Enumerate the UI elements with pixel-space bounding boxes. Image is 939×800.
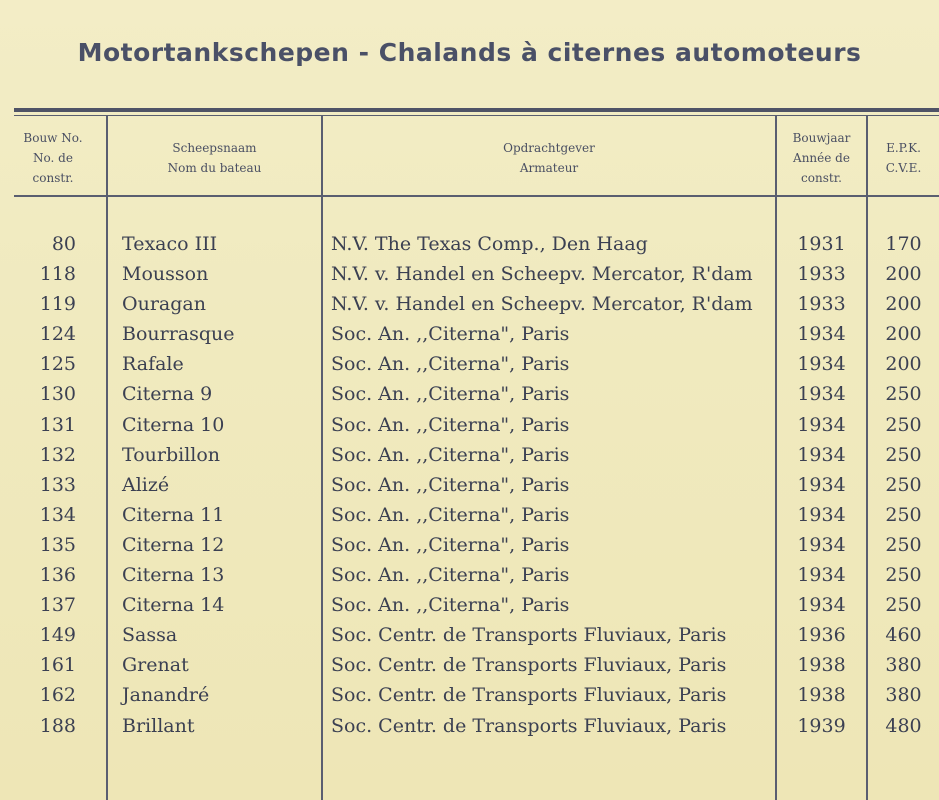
table-row <box>0 289 939 319</box>
build-year-cell: 1934 <box>797 443 846 466</box>
ship-name-cell: Citerna 12 <box>122 533 225 556</box>
build-number-cell: 80 <box>51 233 76 255</box>
build-year-cell: 1938 <box>797 684 846 707</box>
table-row <box>0 590 939 620</box>
table-row <box>0 470 939 500</box>
horsepower-cell: 250 <box>885 503 922 526</box>
table-row <box>0 500 939 530</box>
horsepower-cell: 200 <box>885 293 922 316</box>
header-line: C.V.E. <box>885 161 922 175</box>
owner-cell: Soc. Centr. de Transports Fluviaux, Paris <box>331 654 727 677</box>
header-owner <box>323 138 775 178</box>
header-line: No. de <box>33 151 73 165</box>
ship-name-cell: Bourrasque <box>122 323 235 346</box>
build-year-cell: 1938 <box>797 654 846 677</box>
build-number-cell: 131 <box>39 413 76 436</box>
table-body <box>0 229 939 741</box>
top-rule-thin <box>14 115 939 116</box>
build-number-cell: 137 <box>39 594 76 617</box>
horsepower-cell: 250 <box>885 383 922 406</box>
ship-name-cell: Citerna 9 <box>122 383 213 406</box>
owner-cell: Soc. An. ,,Citerna", Paris <box>331 533 570 556</box>
build-year-cell: 1934 <box>797 533 846 556</box>
table-row <box>0 319 939 349</box>
ship-name-cell: Janandré <box>122 684 210 707</box>
build-number-cell: 134 <box>39 503 76 526</box>
table-row <box>0 349 939 379</box>
horsepower-cell: 200 <box>885 263 922 286</box>
horsepower-cell: 200 <box>885 323 922 346</box>
header-line: constr. <box>801 171 842 185</box>
build-number-cell: 135 <box>39 533 76 556</box>
build-year-cell: 1934 <box>797 594 846 617</box>
build-year-cell: 1933 <box>797 263 846 286</box>
owner-cell: Soc. An. ,,Citerna", Paris <box>331 323 570 346</box>
build-number-cell: 149 <box>39 624 76 647</box>
ship-name-cell: Brillant <box>122 714 195 737</box>
horsepower-cell: 250 <box>885 443 922 466</box>
ship-name-cell: Ouragan <box>122 293 206 316</box>
ship-name-cell: Tourbillon <box>122 443 221 466</box>
table-row <box>0 560 939 590</box>
horsepower-cell: 200 <box>885 353 922 376</box>
table-row <box>0 620 939 650</box>
build-number-cell: 119 <box>39 293 76 316</box>
ship-name-cell: Citerna 13 <box>122 564 225 587</box>
table-row <box>0 680 939 710</box>
table-row <box>0 530 939 560</box>
horsepower-cell: 480 <box>885 714 922 737</box>
ship-name-cell: Alizé <box>122 473 170 496</box>
header-line: Opdrachtgever <box>503 141 595 155</box>
horsepower-cell: 460 <box>885 624 922 647</box>
build-number-cell: 125 <box>39 353 76 376</box>
build-number-cell: 118 <box>39 263 76 286</box>
horsepower-cell: 250 <box>885 473 922 496</box>
owner-cell: Soc. An. ,,Citerna", Paris <box>331 383 570 406</box>
horsepower-cell: 250 <box>885 594 922 617</box>
owner-cell: Soc. An. ,,Citerna", Paris <box>331 594 570 617</box>
header-ship-name <box>108 138 321 178</box>
build-year-cell: 1931 <box>797 233 846 255</box>
owner-cell: N.V. v. Handel en Scheepv. Mercator, R'dam <box>331 263 753 286</box>
horsepower-cell: 380 <box>885 684 922 707</box>
build-year-cell: 1934 <box>797 323 846 346</box>
owner-cell: Soc. An. ,,Citerna", Paris <box>331 473 570 496</box>
build-number-cell: 136 <box>39 564 76 587</box>
header-line: constr. <box>32 171 74 185</box>
header-line: Bouw No. <box>23 131 83 145</box>
table-row <box>0 410 939 440</box>
table-row <box>0 711 939 741</box>
build-year-cell: 1934 <box>797 413 846 436</box>
header-line: Nom du bateau <box>167 161 262 175</box>
ship-name-cell: Citerna 11 <box>122 503 225 526</box>
owner-cell: Soc. Centr. de Transports Fluviaux, Paris <box>331 714 727 737</box>
build-year-cell: 1934 <box>797 564 846 587</box>
owner-cell: Soc. An. ,,Citerna", Paris <box>331 443 570 466</box>
ship-name-cell: Grenat <box>122 654 189 677</box>
owner-cell: Soc. Centr. de Transports Fluviaux, Paris <box>331 624 727 647</box>
table-row <box>0 229 939 259</box>
ship-name-cell: Sassa <box>122 624 178 647</box>
ship-name-cell: Mousson <box>122 263 209 286</box>
table-row <box>0 440 939 470</box>
horsepower-cell: 380 <box>885 654 922 677</box>
header-line: Scheepsnaam <box>172 141 257 155</box>
horsepower-cell: 250 <box>885 413 922 436</box>
owner-cell: Soc. An. ,,Citerna", Paris <box>331 353 570 376</box>
owner-cell: N.V. v. Handel en Scheepv. Mercator, R'dam <box>331 293 753 316</box>
header-line: Armateur <box>519 161 579 175</box>
build-year-cell: 1939 <box>797 714 846 737</box>
build-year-cell: 1934 <box>797 383 846 406</box>
build-year-cell: 1933 <box>797 293 846 316</box>
owner-cell: Soc. An. ,,Citerna", Paris <box>331 503 570 526</box>
build-number-cell: 161 <box>39 654 76 677</box>
table-row <box>0 379 939 409</box>
owner-cell: Soc. Centr. de Transports Fluviaux, Paris <box>331 684 727 707</box>
table-row <box>0 259 939 289</box>
owner-cell: Soc. An. ,,Citerna", Paris <box>331 413 570 436</box>
header-rule <box>14 195 939 197</box>
build-number-cell: 133 <box>39 473 76 496</box>
build-number-cell: 130 <box>39 383 76 406</box>
header-line: Bouwjaar <box>792 131 851 145</box>
build-number-cell: 124 <box>39 323 76 346</box>
header-build-number <box>0 128 106 188</box>
ship-name-cell: Citerna 14 <box>122 594 225 617</box>
horsepower-cell: 250 <box>885 533 922 556</box>
header-build-year <box>777 128 866 188</box>
owner-cell: Soc. An. ,,Citerna", Paris <box>331 564 570 587</box>
table-row <box>0 650 939 680</box>
build-number-cell: 162 <box>39 684 76 707</box>
horsepower-cell: 170 <box>885 233 922 255</box>
owner-cell: N.V. The Texas Comp., Den Haag <box>331 233 648 255</box>
build-year-cell: 1934 <box>797 473 846 496</box>
build-year-cell: 1934 <box>797 503 846 526</box>
build-number-cell: 188 <box>39 714 76 737</box>
ship-name-cell: Rafale <box>122 353 184 376</box>
header-line: E.P.K. <box>886 141 921 155</box>
build-year-cell: 1936 <box>797 624 846 647</box>
page-title: Motortankschepen - Chalands à citernes automoteurs <box>77 38 862 67</box>
header-line: Année de <box>793 151 850 165</box>
build-number-cell: 132 <box>39 443 76 466</box>
header-horsepower <box>868 138 939 178</box>
horsepower-cell: 250 <box>885 564 922 587</box>
top-rule-thick <box>14 108 939 112</box>
ship-name-cell: Texaco III <box>122 233 218 255</box>
ship-name-cell: Citerna 10 <box>122 413 225 436</box>
build-year-cell: 1934 <box>797 353 846 376</box>
